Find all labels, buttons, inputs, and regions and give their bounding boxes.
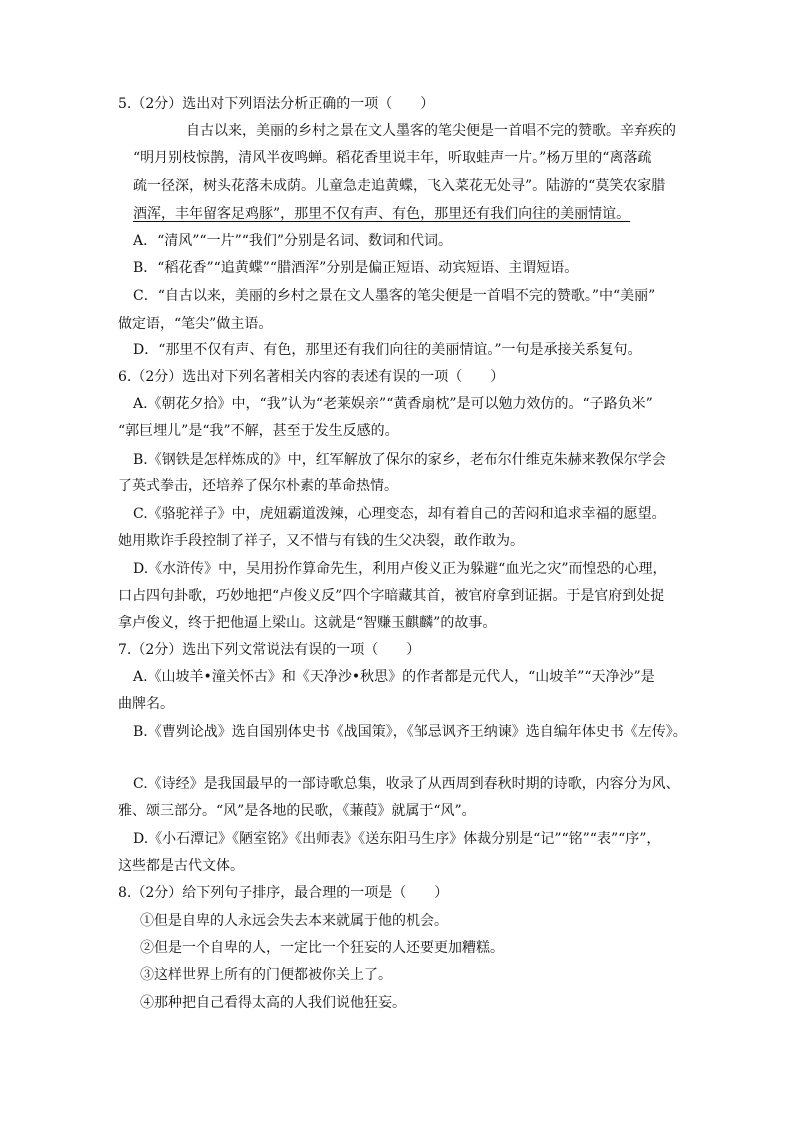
q8-item-2: ②但是一个自卑的人，一定比一个狂妄的人还要更加糟糕。 — [140, 940, 504, 956]
q5-passage-line-1: 自古以来，美丽的乡村之景在文人墨客的笔尖便是一首唱不完的赞歌。辛弃疾的 — [186, 123, 676, 139]
q6-option-c: C.《骆驼祥子》中，虎妞霸道泼辣，心理变态，却有着自己的苦闷和追求幸福的愿望。 — [133, 506, 666, 522]
q6-option-a: A.《朝花夕拾》中，“我”认为“老莱娱亲”“黄香扇枕”是可以勉力效仿的。“子路负米” — [133, 396, 653, 412]
q5-passage-line-2: “明月别枝惊鹊，清风半夜鸣蝉。稻花香里说丰年，听取蛙声一片。”杨万里的“离落疏 — [133, 150, 652, 166]
q6-option-d-cont-1: 口占四句卦歌，巧妙地把“卢俊义反”四个字暗藏其首，被官府拿到证据。于是官府到处捉 — [118, 588, 665, 604]
q7-option-a-cont: 曲牌名。 — [118, 696, 174, 712]
q7-option-d-cont: 这些都是古代文体。 — [118, 858, 244, 874]
q8-item-3: ③这样世界上所有的门便都被你关上了。 — [140, 967, 392, 983]
q6-option-b-cont: 了英式拳击，还培养了保尔朴素的革命热情。 — [118, 478, 398, 494]
q6-option-b: B.《钢铁是怎样炼成的》中，红军解放了保尔的家乡，老布尔什维克朱赫来教保尔学会 — [133, 452, 666, 468]
q5-passage-line-4: 酒浑，丰年留客足鸡豚”，那里不仅有声、有色，那里还有我们向往的美丽情谊。 — [133, 206, 631, 222]
q5-option-c-cont: 做定语，“笔尖”做主语。 — [118, 316, 273, 332]
q7-option-b: B.《曹刿论战》选自国别体史书《战国策》，《邹忌讽齐王纳谏》选自编年体史书《左传》。 — [133, 724, 687, 740]
q5-option-a: A．“清风”“一片”“我们”分别是名词、数词和代词。 — [133, 233, 453, 249]
q5-passage-line-3: 疏一径深，树头花落未成荫。儿童急走追黄蝶，飞入菜花无处寻”。陆游的“莫笑农家腊 — [133, 178, 666, 194]
q6-option-d: D.《水浒传》中，吴用扮作算命先生，利用卢俊义正为躲避“血光之灾”而惶恐的心理， — [133, 561, 667, 577]
q7-option-c-cont: 雅、颂三部分。“风”是各地的民歌，《蒹葭》就属于“风”。 — [118, 803, 476, 819]
q6-option-d-cont-2: 拿卢俊义，终于把他逼上梁山。这就是“智赚玉麒麟”的故事。 — [118, 615, 497, 631]
q6-option-c-cont: 她用欺诈手段控制了祥子，又不惜与有钱的生父决裂，敢作敢为。 — [118, 533, 524, 549]
question-5-stem: 5.（2分）选出对下列语法分析正确的一项（ ） — [118, 96, 435, 112]
q7-option-a: A.《山坡羊•潼关怀古》和《天净沙•秋思》的作者都是元代人，“山坡羊”“天净沙”是 — [133, 669, 655, 685]
question-8-stem: 8.（2分）给下列句子排序，最合理的一项是（ ） — [118, 885, 449, 901]
q8-item-1: ①但是自卑的人永远会失去本来就属于他的机会。 — [140, 913, 448, 929]
q7-option-d: D.《小石潭记》《陋室铭》《出师表》《送东阳马生序》体裁分别是“记”“铭”“表”“序”， — [133, 831, 661, 847]
question-7-stem: 7.（2分）选出下列文常说法有误的一项（ ） — [118, 642, 421, 658]
q7-option-c: C.《诗经》是我国最早的一部诗歌总集，收录了从西周到春秋时期的诗歌，内容分为风、 — [133, 776, 680, 792]
q5-option-d: D．“那里不仅有声、有色，那里还有我们向往的美丽情谊。”一句是承接关系复句。 — [133, 342, 642, 358]
question-6-stem: 6.（2分）选出对下列名著相关内容的表述有误的一项（ ） — [118, 369, 505, 385]
q8-item-4: ④那种把自己看得太高的人我们说他狂妄。 — [140, 995, 406, 1011]
q5-option-b: B．“稻花香”“追黄蝶”“腊酒浑”分别是偏正短语、动宾短语、主谓短语。 — [133, 260, 579, 276]
q6-option-a-cont: “郭巨埋儿”是“我”不解，甚至于发生反感的。 — [118, 423, 399, 439]
q5-option-c: C．“自古以来，美丽的乡村之景在文人墨客的笔尖便是一首唱不完的赞歌。”中“美丽” — [133, 288, 656, 304]
